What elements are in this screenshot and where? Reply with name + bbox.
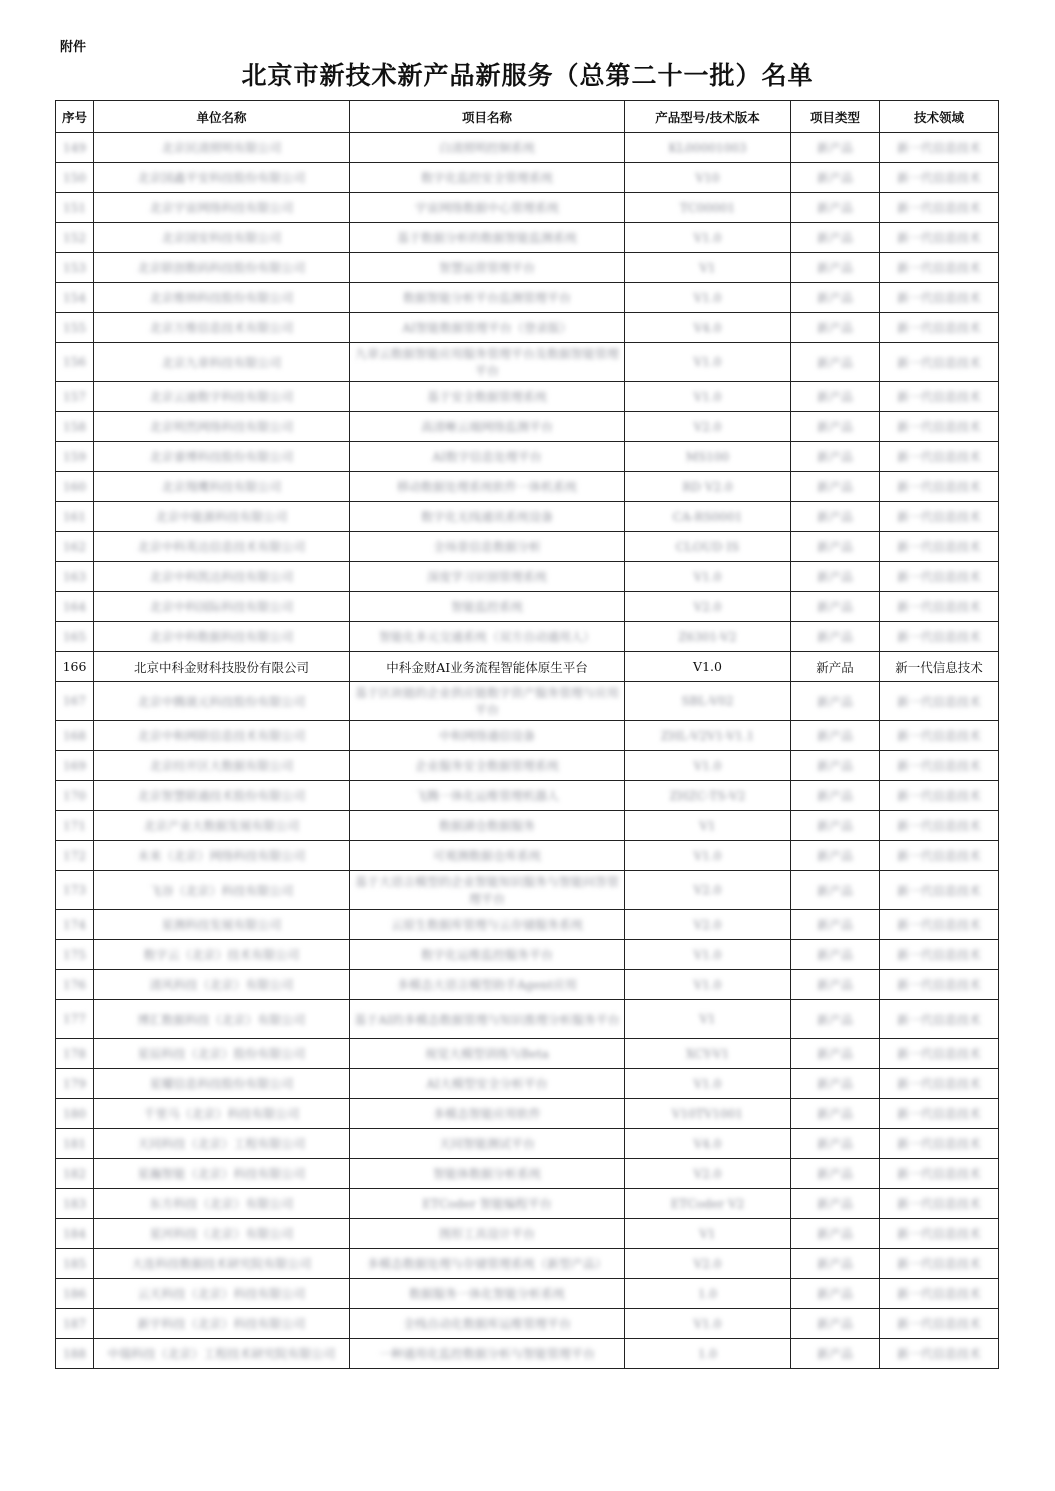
serial-number-cell: 179 — [56, 1069, 94, 1099]
tech-field-cell: 新一代信息技术 — [880, 811, 999, 841]
company-name-cell: 北京中科国际科技有限公司 — [94, 592, 350, 622]
serial-number-cell: 152 — [56, 223, 94, 253]
project-type-cell: 新产品 — [791, 472, 880, 502]
table-row — [56, 811, 999, 841]
project-name-cell: 全场景信息数据分析 — [350, 532, 625, 562]
model-version-cell: ETCoder V2 — [625, 1189, 791, 1219]
project-name-cell: 视觉大模型训练与Beta — [350, 1039, 625, 1069]
tech-field-cell: 新一代信息技术 — [880, 841, 999, 871]
company-name-cell: 星测科技发展有限公司 — [94, 910, 350, 940]
project-type-cell: 新产品 — [791, 622, 880, 652]
tech-field-cell: 新一代信息技术 — [880, 1159, 999, 1189]
company-name-cell: 大连科技数据技术研究院有限公司 — [94, 1249, 350, 1279]
header-project-name: 项目名称 — [350, 101, 625, 133]
model-version-cell: CLOUD IS — [625, 532, 791, 562]
tech-field-cell: 新一代信息技术 — [880, 223, 999, 253]
project-type-cell: 新产品 — [791, 163, 880, 193]
project-type-cell: 新产品 — [791, 970, 880, 1000]
model-version-cell: V1.0 — [625, 652, 791, 682]
project-type-cell: 新产品 — [791, 1339, 880, 1369]
project-name-cell: 基于数据分析的数据智能监测系统 — [350, 223, 625, 253]
project-type-cell: 新产品 — [791, 1159, 880, 1189]
project-name-cell: 飞腾一体化运维管理机器人 — [350, 781, 625, 811]
project-type-cell: 新产品 — [791, 1129, 880, 1159]
company-name-cell: 新宇科技（北京）科技有限公司 — [94, 1309, 350, 1339]
serial-number-cell: 183 — [56, 1189, 94, 1219]
project-name-cell: 可观测数据仓库系统 — [350, 841, 625, 871]
project-name-cell: 数字化无线通讯系统设备 — [350, 502, 625, 532]
project-type-cell: 新产品 — [791, 1219, 880, 1249]
serial-number-cell: 184 — [56, 1219, 94, 1249]
project-name-cell: 九章云数据智能应用服务管理平台及数据智能管理平台 — [350, 343, 625, 382]
tech-field-cell: 新一代信息技术 — [880, 1129, 999, 1159]
table-row-highlighted — [56, 652, 999, 682]
table-row — [56, 622, 999, 652]
project-name-cell: 多模态大语言模型助手Agent应用 — [350, 970, 625, 1000]
table-row — [56, 970, 999, 1000]
company-name-cell: 北京维纳科技股份有限公司 — [94, 283, 350, 313]
model-version-cell: V1 — [625, 1219, 791, 1249]
project-name-cell: 中和网络通信设备 — [350, 721, 625, 751]
project-type-cell: 新产品 — [791, 811, 880, 841]
model-version-cell: 1.0 — [625, 1279, 791, 1309]
project-name-cell: 云原生数据库管理与云存储服务系统 — [350, 910, 625, 940]
serial-number-cell: 154 — [56, 283, 94, 313]
model-version-cell: SBL-V02 — [625, 682, 791, 721]
serial-number-cell: 185 — [56, 1249, 94, 1279]
project-type-cell: 新产品 — [791, 193, 880, 223]
project-type-cell: 新产品 — [791, 412, 880, 442]
company-name-cell: 北京中腾晟元科技股份有限公司 — [94, 682, 350, 721]
table-row — [56, 193, 999, 223]
table-row — [56, 343, 999, 382]
serial-number-cell: 171 — [56, 811, 94, 841]
project-type-cell: 新产品 — [791, 910, 880, 940]
tech-field-cell: 新一代信息技术 — [880, 721, 999, 751]
table-row — [56, 1159, 999, 1189]
table-row — [56, 1309, 999, 1339]
serial-number-cell: 162 — [56, 532, 94, 562]
header-model-version: 产品型号/技术版本 — [625, 101, 791, 133]
tech-field-cell: 新一代信息技术 — [880, 1189, 999, 1219]
project-name-cell: 基于AI的多模态数据管理与知识推理分析服务平台 — [350, 1000, 625, 1039]
tech-field-cell: 新一代信息技术 — [880, 1099, 999, 1129]
model-version-cell: V10TV1001 — [625, 1099, 791, 1129]
project-type-cell: 新产品 — [791, 133, 880, 163]
table-row — [56, 412, 999, 442]
project-type-cell: 新产品 — [791, 871, 880, 910]
tech-field-cell: 新一代信息技术 — [880, 622, 999, 652]
table-row — [56, 1000, 999, 1039]
company-name-cell: 星耀信息科技股份有限公司 — [94, 1069, 350, 1099]
project-type-cell: 新产品 — [791, 1279, 880, 1309]
project-name-cell: 基于大语言模型的企业智能知识服务与智能问答管理平台 — [350, 871, 625, 910]
project-name-cell: 图形工具设计平台 — [350, 1219, 625, 1249]
serial-number-cell: 161 — [56, 502, 94, 532]
model-version-cell: V2.0 — [625, 412, 791, 442]
model-version-cell: MS100 — [625, 442, 791, 472]
project-type-cell: 新产品 — [791, 841, 880, 871]
attachment-label: 附件 — [60, 40, 87, 55]
project-type-cell: 新产品 — [791, 223, 880, 253]
project-name-cell: AI智能数据管理平台（登录版） — [350, 313, 625, 343]
project-name-cell: 数据湖仓数据服务 — [350, 811, 625, 841]
tech-field-cell: 新一代信息技术 — [880, 283, 999, 313]
tech-field-cell: 新一代信息技术 — [880, 1339, 999, 1369]
company-name-cell: 天同科技（北京）工程有限公司 — [94, 1129, 350, 1159]
model-version-cell: V1.0 — [625, 1309, 791, 1339]
tech-field-cell: 新一代信息技术 — [880, 1219, 999, 1249]
project-type-cell: 新产品 — [791, 1309, 880, 1339]
model-version-cell: V1.0 — [625, 970, 791, 1000]
company-name-cell: 北京中科数据科技有限公司 — [94, 622, 350, 652]
table-row — [56, 133, 999, 163]
tech-field-cell: 新一代信息技术 — [880, 562, 999, 592]
company-name-cell: 北京经开区大数据有限公司 — [94, 751, 350, 781]
project-type-cell: 新产品 — [791, 442, 880, 472]
company-name-cell: 北京国安科技有限公司 — [94, 223, 350, 253]
company-name-cell: 云天科技（北京）科技有限公司 — [94, 1279, 350, 1309]
project-name-cell: 全栈自动化数据库运维管理平台 — [350, 1309, 625, 1339]
company-name-cell: 博汇数据科技（北京）有限公司 — [94, 1000, 350, 1039]
serial-number-cell: 164 — [56, 592, 94, 622]
project-name-cell: 基于安全数据管理系统 — [350, 382, 625, 412]
project-name-cell: 白清照明控制系统 — [350, 133, 625, 163]
model-version-cell: V1.0 — [625, 223, 791, 253]
project-name-cell: 数字化监控安全管理系统 — [350, 163, 625, 193]
table-row — [56, 442, 999, 472]
table-row — [56, 1219, 999, 1249]
serial-number-cell: 155 — [56, 313, 94, 343]
company-name-cell: 星河科技（北京）有限公司 — [94, 1219, 350, 1249]
company-name-cell: 北京智慧联通技术股份有限公司 — [94, 781, 350, 811]
project-name-cell: 一种通用化监控数据分析与智能管理平台 — [350, 1339, 625, 1369]
model-version-cell: V1 — [625, 1000, 791, 1039]
model-version-cell: RD V2.0 — [625, 472, 791, 502]
serial-number-cell: 159 — [56, 442, 94, 472]
serial-number-cell: 153 — [56, 253, 94, 283]
project-type-cell: 新产品 — [791, 343, 880, 382]
company-name-cell: 北京明然网络科技有限公司 — [94, 412, 350, 442]
tech-field-cell: 新一代信息技术 — [880, 412, 999, 442]
model-version-cell: V1.0 — [625, 283, 791, 313]
table-row — [56, 940, 999, 970]
serial-number-cell: 157 — [56, 382, 94, 412]
table-body — [56, 133, 999, 1369]
serial-number-cell: 169 — [56, 751, 94, 781]
header-company-name: 单位名称 — [94, 101, 350, 133]
table-row — [56, 592, 999, 622]
company-name-cell: 东方科技（北京）有限公司 — [94, 1189, 350, 1219]
model-version-cell: V2.0 — [625, 1159, 791, 1189]
company-name-cell: 数字云（北京）技术有限公司 — [94, 940, 350, 970]
project-name-cell: 智慧运营管理平台 — [350, 253, 625, 283]
serial-number-cell: 178 — [56, 1039, 94, 1069]
project-type-cell: 新产品 — [791, 652, 880, 682]
tech-field-cell: 新一代信息技术 — [880, 502, 999, 532]
model-version-cell: V1.0 — [625, 1069, 791, 1099]
table-row — [56, 1099, 999, 1129]
project-type-cell: 新产品 — [791, 562, 880, 592]
serial-number-cell: 166 — [56, 652, 94, 682]
serial-number-cell: 165 — [56, 622, 94, 652]
model-version-cell: XCY-V1 — [625, 1039, 791, 1069]
serial-number-cell: 174 — [56, 910, 94, 940]
table-row — [56, 532, 999, 562]
header-project-type: 项目类型 — [791, 101, 880, 133]
table-row — [56, 472, 999, 502]
project-name-cell: 多模态数据处理与存储管理系统（新型产品） — [350, 1249, 625, 1279]
tech-field-cell: 新一代信息技术 — [880, 940, 999, 970]
project-name-cell: 宇宙网络数据中心管理系统 — [350, 193, 625, 223]
project-name-cell: 天同智能测试平台 — [350, 1129, 625, 1159]
serial-number-cell: 177 — [56, 1000, 94, 1039]
tech-field-cell: 新一代信息技术 — [880, 343, 999, 382]
serial-number-cell: 170 — [56, 781, 94, 811]
model-version-cell: V2.0 — [625, 592, 791, 622]
model-version-cell: V1.0 — [625, 940, 791, 970]
company-name-cell: 北京中科英达信息技术有限公司 — [94, 532, 350, 562]
project-type-cell: 新产品 — [791, 721, 880, 751]
project-type-cell: 新产品 — [791, 751, 880, 781]
tech-field-cell: 新一代信息技术 — [880, 1000, 999, 1039]
project-name-cell: 智能化多元交通系统（双方自动通用人） — [350, 622, 625, 652]
model-version-cell: V1 — [625, 253, 791, 283]
company-name-cell: 北京云迪数字科技有限公司 — [94, 382, 350, 412]
serial-number-cell: 187 — [56, 1309, 94, 1339]
header-serial-number: 序号 — [56, 101, 94, 133]
project-name-cell: 基于区块链的企业供应链数字资产服务管理与应用平台 — [350, 682, 625, 721]
table-row — [56, 502, 999, 532]
company-name-cell: 北京睿博科技股份有限公司 — [94, 442, 350, 472]
company-name-cell: 北京中科凯达科技有限公司 — [94, 562, 350, 592]
project-name-cell: 深度学习识别管理系统 — [350, 562, 625, 592]
tech-field-cell: 新一代信息技术 — [880, 442, 999, 472]
model-version-cell: V1.0 — [625, 751, 791, 781]
table-row — [56, 1129, 999, 1159]
project-type-cell: 新产品 — [791, 1000, 880, 1039]
company-name-cell: 飞谷（北京）科技有限公司 — [94, 871, 350, 910]
tech-field-cell: 新一代信息技术 — [880, 253, 999, 283]
project-name-cell: 数据智能分析平台监测管理平台 — [350, 283, 625, 313]
table-row — [56, 1069, 999, 1099]
table-row — [56, 682, 999, 721]
company-name-cell: 星瀚智能（北京）科技有限公司 — [94, 1159, 350, 1189]
tech-field-cell: 新一代信息技术 — [880, 313, 999, 343]
tech-field-cell: 新一代信息技术 — [880, 652, 999, 682]
company-name-cell: 北京宇宙网络科技有限公司 — [94, 193, 350, 223]
project-type-cell: 新产品 — [791, 1249, 880, 1279]
tech-field-cell: 新一代信息技术 — [880, 1069, 999, 1099]
serial-number-cell: 172 — [56, 841, 94, 871]
header-tech-field: 技术领域 — [880, 101, 999, 133]
table-row — [56, 223, 999, 253]
project-type-cell: 新产品 — [791, 1069, 880, 1099]
tech-field-cell: 新一代信息技术 — [880, 970, 999, 1000]
serial-number-cell: 158 — [56, 412, 94, 442]
tech-field-cell: 新一代信息技术 — [880, 751, 999, 781]
company-name-cell: 北京民清照明有限公司 — [94, 133, 350, 163]
project-type-cell: 新产品 — [791, 781, 880, 811]
company-name-cell: 北京九章科技有限公司 — [94, 343, 350, 382]
model-version-cell: V2.0 — [625, 910, 791, 940]
serial-number-cell: 151 — [56, 193, 94, 223]
project-name-cell: 数据服务一体化智能分析系统 — [350, 1279, 625, 1309]
project-name-cell: 企业服务安全数据管理系统 — [350, 751, 625, 781]
project-name-cell: 高清晰云端网络监测平台 — [350, 412, 625, 442]
table-row — [56, 1339, 999, 1369]
company-name-cell: 中瑞科技（北京）工程技术研究院有限公司 — [94, 1339, 350, 1369]
serial-number-cell: 168 — [56, 721, 94, 751]
table-row — [56, 562, 999, 592]
tech-field-cell: 新一代信息技术 — [880, 781, 999, 811]
company-name-cell: 北京国鑫平安科技股份有限公司 — [94, 163, 350, 193]
table-row — [56, 871, 999, 910]
project-type-cell: 新产品 — [791, 1189, 880, 1219]
tech-field-cell: 新一代信息技术 — [880, 592, 999, 622]
project-type-cell: 新产品 — [791, 1099, 880, 1129]
project-name-cell: 智能监控系统 — [350, 592, 625, 622]
tech-field-cell: 新一代信息技术 — [880, 682, 999, 721]
company-name-cell: 清风科技（北京）有限公司 — [94, 970, 350, 1000]
model-version-cell: KL00001003 — [625, 133, 791, 163]
table-row — [56, 1279, 999, 1309]
tech-field-cell: 新一代信息技术 — [880, 382, 999, 412]
company-name-cell: 北京翔鹰科技有限公司 — [94, 472, 350, 502]
project-name-cell: AI大模型安全分析平台 — [350, 1069, 625, 1099]
company-name-cell: 北京产业大数据发展有限公司 — [94, 811, 350, 841]
model-version-cell: V1.0 — [625, 382, 791, 412]
table-row — [56, 382, 999, 412]
company-name-cell: 未来（北京）网络科技有限公司 — [94, 841, 350, 871]
project-type-cell: 新产品 — [791, 940, 880, 970]
project-type-cell: 新产品 — [791, 1039, 880, 1069]
table-row — [56, 841, 999, 871]
table-row — [56, 910, 999, 940]
serial-number-cell: 181 — [56, 1129, 94, 1159]
serial-number-cell: 180 — [56, 1099, 94, 1129]
table-row — [56, 163, 999, 193]
serial-number-cell: 186 — [56, 1279, 94, 1309]
document-title: 北京市新技术新产品新服务（总第二十一批）名单 — [241, 61, 814, 90]
project-type-cell: 新产品 — [791, 502, 880, 532]
model-version-cell: CA-RS0001 — [625, 502, 791, 532]
company-name-cell: 北京联创数码科技股份有限公司 — [94, 253, 350, 283]
serial-number-cell: 182 — [56, 1159, 94, 1189]
table-row — [56, 721, 999, 751]
serial-number-cell: 175 — [56, 940, 94, 970]
company-name-cell: 北京中科金财科技股份有限公司 — [94, 652, 350, 682]
company-name-cell: 北京中能源科技有限公司 — [94, 502, 350, 532]
tech-field-cell: 新一代信息技术 — [880, 133, 999, 163]
table-header-row — [56, 101, 999, 133]
model-version-cell: Z6301-V2 — [625, 622, 791, 652]
serial-number-cell: 160 — [56, 472, 94, 502]
model-version-cell: V1.0 — [625, 841, 791, 871]
table-row — [56, 283, 999, 313]
tech-field-cell: 新一代信息技术 — [880, 1249, 999, 1279]
tech-field-cell: 新一代信息技术 — [880, 1279, 999, 1309]
table-row — [56, 1249, 999, 1279]
table-row — [56, 313, 999, 343]
tech-field-cell: 新一代信息技术 — [880, 472, 999, 502]
model-version-cell: 1.0 — [625, 1339, 791, 1369]
table-row — [56, 1039, 999, 1069]
project-type-cell: 新产品 — [791, 283, 880, 313]
project-type-cell: 新产品 — [791, 532, 880, 562]
tech-field-cell: 新一代信息技术 — [880, 1039, 999, 1069]
project-list-table — [55, 100, 999, 1369]
project-name-cell: 多模态智能应用软件 — [350, 1099, 625, 1129]
model-version-cell: ZHZC-TS-V2 — [625, 781, 791, 811]
project-type-cell: 新产品 — [791, 253, 880, 283]
project-name-cell: 移动数据处理系统软件一体机系统 — [350, 472, 625, 502]
project-type-cell: 新产品 — [791, 382, 880, 412]
model-version-cell: V10 — [625, 163, 791, 193]
company-name-cell: 北京万维信息技术有限公司 — [94, 313, 350, 343]
serial-number-cell: 149 — [56, 133, 94, 163]
project-name-cell: 数字化运维监控服务平台 — [350, 940, 625, 970]
tech-field-cell: 新一代信息技术 — [880, 871, 999, 910]
serial-number-cell: 188 — [56, 1339, 94, 1369]
model-version-cell: V1.0 — [625, 562, 791, 592]
model-version-cell: V2.0 — [625, 1249, 791, 1279]
serial-number-cell: 176 — [56, 970, 94, 1000]
tech-field-cell: 新一代信息技术 — [880, 163, 999, 193]
model-version-cell: TC00001 — [625, 193, 791, 223]
serial-number-cell: 163 — [56, 562, 94, 592]
serial-number-cell: 150 — [56, 163, 94, 193]
table-row — [56, 751, 999, 781]
company-name-cell: 北京中和网联信息技术有限公司 — [94, 721, 350, 751]
company-name-cell: 星辰科技（北京）股份有限公司 — [94, 1039, 350, 1069]
tech-field-cell: 新一代信息技术 — [880, 193, 999, 223]
project-type-cell: 新产品 — [791, 313, 880, 343]
model-version-cell: ZHL-V2V1-V1.1 — [625, 721, 791, 751]
table-row — [56, 253, 999, 283]
company-name-cell: 千里马（北京）科技有限公司 — [94, 1099, 350, 1129]
table-row — [56, 781, 999, 811]
project-type-cell: 新产品 — [791, 592, 880, 622]
model-version-cell: V4.0 — [625, 313, 791, 343]
model-version-cell: V4.0 — [625, 1129, 791, 1159]
tech-field-cell: 新一代信息技术 — [880, 1309, 999, 1339]
serial-number-cell: 173 — [56, 871, 94, 910]
table-row — [56, 1189, 999, 1219]
project-name-cell: AI数字信息处理平台 — [350, 442, 625, 472]
serial-number-cell: 167 — [56, 682, 94, 721]
model-version-cell: V1 — [625, 811, 791, 841]
serial-number-cell: 156 — [56, 343, 94, 382]
model-version-cell: V2.0 — [625, 871, 791, 910]
tech-field-cell: 新一代信息技术 — [880, 910, 999, 940]
project-name-cell: 中科金财AI业务流程智能体原生平台 — [350, 652, 625, 682]
tech-field-cell: 新一代信息技术 — [880, 532, 999, 562]
project-name-cell: 智能体数据分析系统 — [350, 1159, 625, 1189]
project-type-cell: 新产品 — [791, 682, 880, 721]
project-name-cell: ETCoder 智能编程平台 — [350, 1189, 625, 1219]
model-version-cell: V1.0 — [625, 343, 791, 382]
